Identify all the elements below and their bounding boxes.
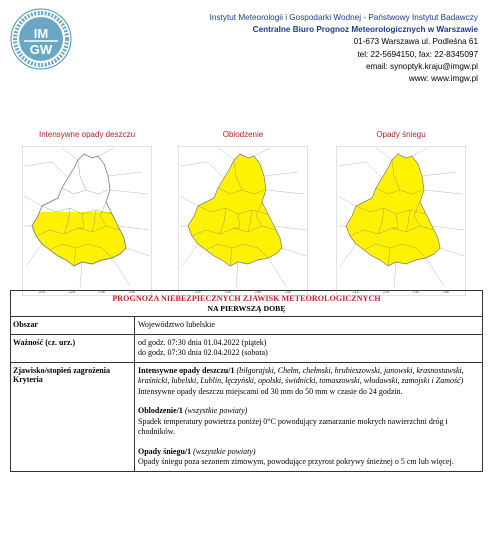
ice-warning	[138, 406, 479, 417]
map-snow	[336, 130, 466, 296]
ice-warning-name: Oblodzenie/1	[138, 406, 183, 415]
table-title: PROGNOZA NIEBEZPIECZNYCH ZJAWISK METEOROLOGICZNYCH	[112, 294, 381, 303]
rain-warning-name: Intensywne opady deszczu/1	[138, 365, 235, 375]
warning-maps	[0, 130, 488, 294]
org-header	[210, 12, 478, 85]
map-axis-label: 24E	[284, 289, 292, 294]
phenomena-label	[11, 363, 135, 471]
map-axis-label: 23E	[98, 289, 106, 294]
validity-to: do godz. 07:30 dnia 02.04.2022 (sobota)	[138, 348, 268, 357]
org-name: Instytut Meteorologii i Gospodarki Wodnej - Państwowy Instytut Badawczy	[209, 13, 478, 22]
phenomena-label-line1: Zjawisko/stopień zagrożenia	[13, 365, 110, 375]
row-area	[11, 317, 482, 335]
map-axis-label: 24E	[442, 289, 450, 294]
org-address: 01-673 Warszawa ul. Podleśna 61	[353, 37, 478, 47]
rain-warning	[138, 366, 479, 387]
area-label: Obszar	[11, 317, 135, 334]
logo-text-top: IM	[33, 26, 49, 41]
phenomena-value	[135, 363, 482, 471]
row-phenomena	[11, 363, 482, 471]
snow-warning	[138, 447, 479, 458]
validity-value	[135, 335, 482, 362]
snow-warning-name: Opady śniegu/1	[138, 446, 192, 456]
map-axis-label: 22E	[68, 289, 76, 294]
map-rain	[22, 130, 152, 296]
table-header	[11, 291, 482, 317]
warning-table	[10, 290, 483, 472]
imgw-logo	[10, 8, 72, 70]
map-rain-svg	[22, 146, 152, 296]
map-axis-label: 21E	[352, 289, 360, 294]
validity-label: Ważność (cz. urz.)	[11, 335, 135, 362]
map-axis-label: 22E	[382, 289, 390, 294]
map-title-snow: Opady śniegu	[376, 130, 426, 139]
map-axis-label: 24E	[128, 289, 136, 294]
org-department: Centralne Biuro Prognoz Meteorologicznych w Warszawie	[252, 25, 478, 35]
map-title-rain: Intensywne opady deszczu	[38, 130, 136, 139]
map-ice	[178, 130, 308, 296]
map-ice-svg	[178, 146, 308, 296]
org-email: email: synoptyk.kraju@imgw.pl	[365, 61, 478, 71]
area-value: Województwo lubelskie	[138, 320, 215, 329]
rain-warning-counties: (biłgorajski, Chełm, chełmski, hrubieszowski, janowski, krasnostawski, kraśnicki, lubelski, Lublin, łęczyński, opolski, świdnicki, tomaszowski, włodawski, zamojski i Zamość)	[138, 365, 464, 385]
map-axis-label: 22E	[224, 289, 232, 294]
ice-warning-scope: (wszystkie powiaty)	[184, 406, 248, 415]
map-snow-svg	[336, 146, 466, 296]
validity-from: od godz. 07:30 dnia 01.04.2022 (piątek)	[138, 337, 267, 347]
logo-text-bottom: GW	[29, 42, 53, 57]
snow-warning-scope: (wszystkie powiaty)	[193, 446, 256, 456]
row-validity	[11, 335, 482, 363]
org-website: www: www.imgw.pl	[408, 74, 478, 84]
phenomena-label-line2: Kryteria	[13, 374, 43, 384]
rain-warning-desc: Intensywne opady deszczu miejscami od 30 mm do 50 mm w czasie do 24 godzin.	[138, 386, 403, 396]
map-title-ice: Oblodzenie	[222, 130, 264, 139]
map-axis-label: 23E	[254, 289, 262, 294]
snow-warning-desc: Opady śniegu poza sezonem zimowym, powodujące przyrost pokrywy śnieżnej o 5 cm lub więcej.	[138, 457, 454, 466]
table-subtitle: NA PIERWSZĄ DOBĘ	[207, 304, 286, 313]
map-axis-label: 21E	[194, 289, 202, 294]
map-axis-label: 21E	[38, 289, 46, 294]
org-phone: tel: 22-5694150, fax: 22-8345097	[357, 49, 478, 59]
map-axis-label: 23E	[412, 289, 420, 294]
ice-warning-desc: Spadek temperatury powietrza poniżej 0°C powodujący zamarzanie mokrych nawierzchni dróg i chodników.	[138, 416, 448, 436]
